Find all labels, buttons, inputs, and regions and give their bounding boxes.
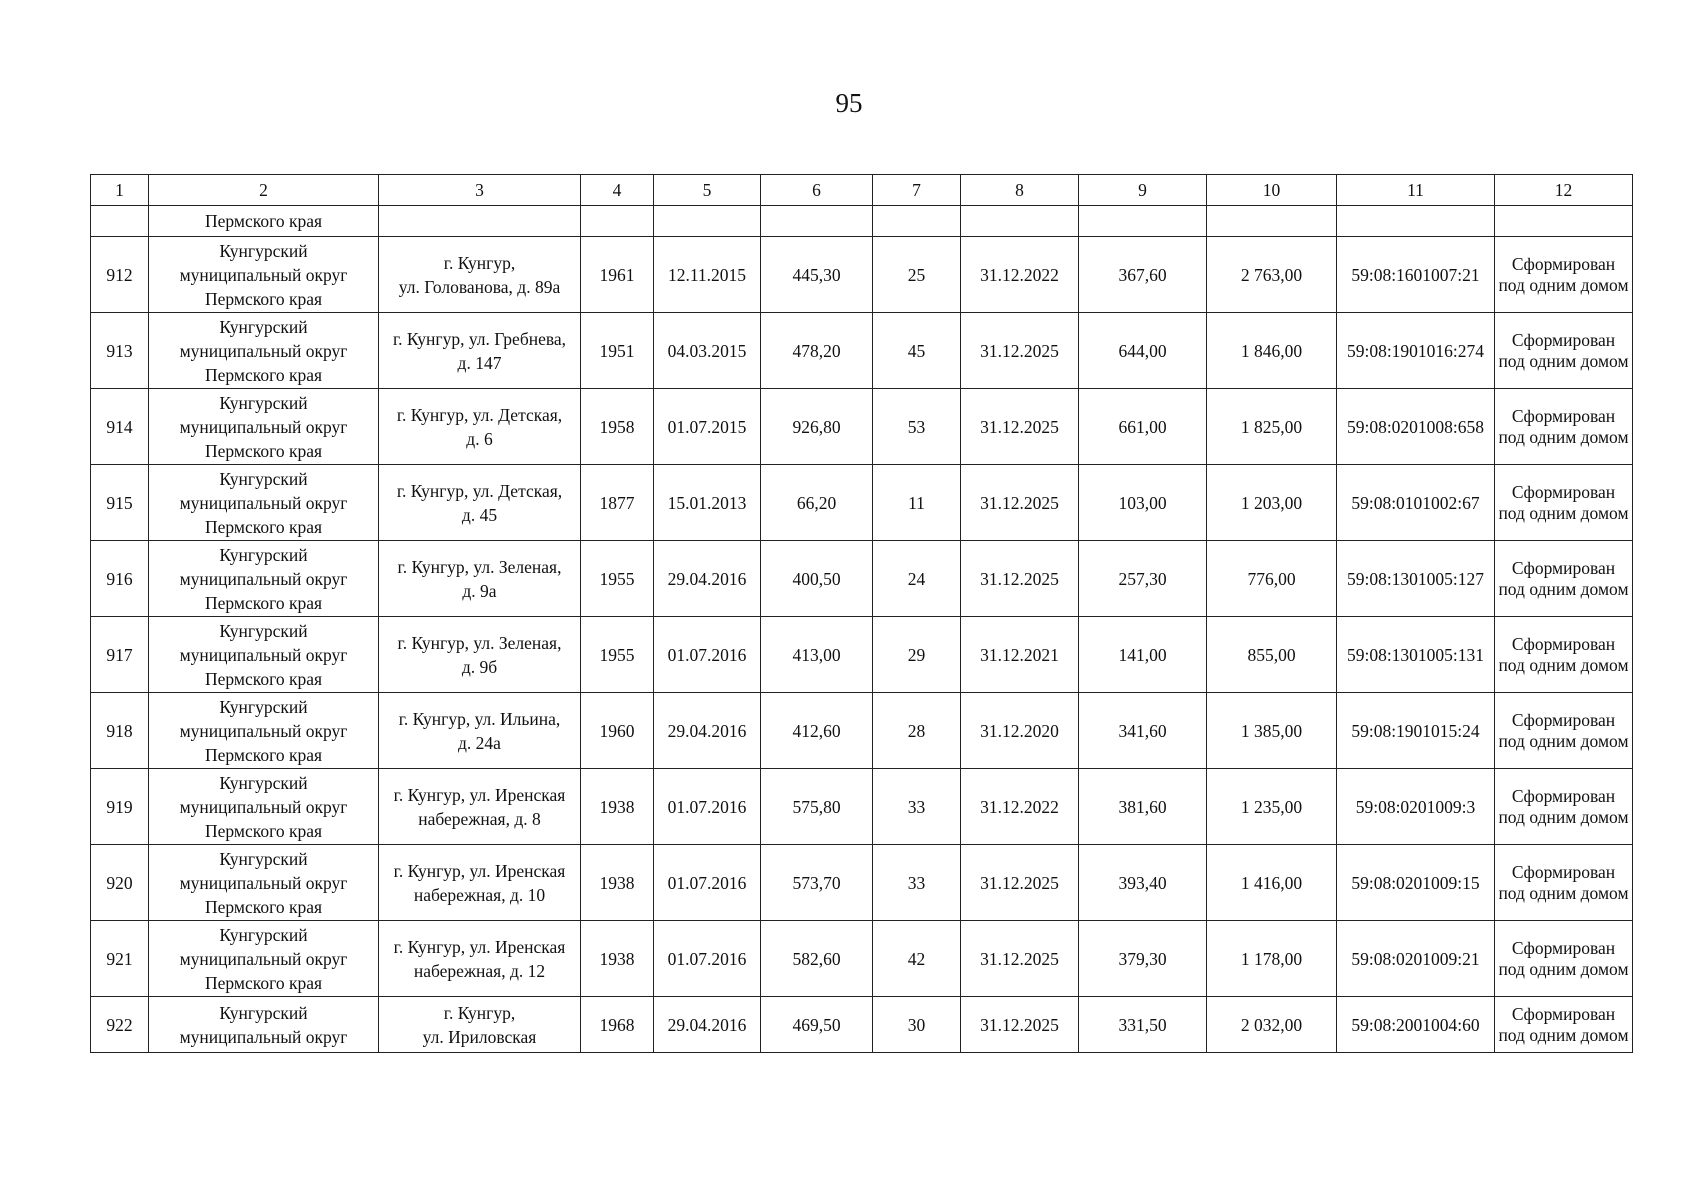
cell-empty bbox=[873, 206, 961, 237]
cell-address-line: набережная, д. 10 bbox=[413, 884, 546, 905]
cell-land-area: 1 825,00 bbox=[1207, 389, 1337, 465]
cell-land-area: 1 416,00 bbox=[1207, 845, 1337, 921]
cell-address-line: г. Кунгур, ул. Зеленая, bbox=[397, 632, 562, 653]
cell-status-line: под одним домом bbox=[1498, 426, 1629, 447]
cell-municipality-line: Пермского края bbox=[204, 744, 323, 765]
cell-area: 478,20 bbox=[761, 313, 873, 389]
cell-area: 573,70 bbox=[761, 845, 873, 921]
cell-date: 01.07.2016 bbox=[654, 845, 761, 921]
cell-address-line: д. 147 bbox=[457, 352, 502, 373]
cell-area-2: 257,30 bbox=[1079, 541, 1207, 617]
cell-municipality bbox=[149, 617, 379, 693]
table-row bbox=[91, 617, 1633, 693]
cell-area-2: 331,50 bbox=[1079, 997, 1207, 1053]
cell-address-line: набережная, д. 12 bbox=[413, 960, 546, 981]
cell-residents: 45 bbox=[873, 313, 961, 389]
cell-land-area: 2 032,00 bbox=[1207, 997, 1337, 1053]
column-number: 9 bbox=[1079, 175, 1207, 206]
cell-address-line: д. 9а bbox=[462, 580, 497, 601]
cell-status-line: Сформирован bbox=[1511, 785, 1616, 806]
cell-municipality bbox=[149, 845, 379, 921]
cell-area: 66,20 bbox=[761, 465, 873, 541]
cell-empty bbox=[1495, 206, 1633, 237]
cell-year: 1877 bbox=[581, 465, 654, 541]
cell-municipality-line: Кунгурский bbox=[219, 392, 308, 413]
cell-land-area: 1 846,00 bbox=[1207, 313, 1337, 389]
cell-cadastral-number: 59:08:2001004:60 bbox=[1337, 997, 1495, 1053]
cell-cadastral-number: 59:08:0201009:3 bbox=[1337, 769, 1495, 845]
cell-area-2: 379,30 bbox=[1079, 921, 1207, 997]
cell-municipality-line: Пермского края bbox=[204, 288, 323, 309]
cell-municipality-line: Кунгурский bbox=[219, 240, 308, 261]
cell-status-line: Сформирован bbox=[1511, 937, 1616, 958]
cell-year: 1955 bbox=[581, 617, 654, 693]
cell-address-line: д. 9б bbox=[461, 656, 498, 677]
cell-residents: 29 bbox=[873, 617, 961, 693]
table-row bbox=[91, 921, 1633, 997]
cell-row-number: 921 bbox=[91, 921, 149, 997]
cell-status bbox=[1495, 237, 1633, 313]
cell-cadastral-number: 59:08:1901016:274 bbox=[1337, 313, 1495, 389]
table-row bbox=[91, 465, 1633, 541]
cell-municipality bbox=[149, 237, 379, 313]
column-number: 5 bbox=[654, 175, 761, 206]
cell-status-line: Сформирован bbox=[1511, 557, 1616, 578]
column-number: 10 bbox=[1207, 175, 1337, 206]
cell-row-number: 922 bbox=[91, 997, 149, 1053]
cell-date: 01.07.2016 bbox=[654, 921, 761, 997]
cell-cadastral-number: 59:08:0201009:15 bbox=[1337, 845, 1495, 921]
cell-year: 1958 bbox=[581, 389, 654, 465]
cell-deadline: 31.12.2020 bbox=[961, 693, 1079, 769]
cell-deadline: 31.12.2025 bbox=[961, 465, 1079, 541]
cell-status bbox=[1495, 617, 1633, 693]
cell-area: 400,50 bbox=[761, 541, 873, 617]
column-number: 6 bbox=[761, 175, 873, 206]
cell-row-number: 917 bbox=[91, 617, 149, 693]
column-numbers-row bbox=[91, 175, 1633, 206]
cell-year: 1951 bbox=[581, 313, 654, 389]
cell-cadastral-number: 59:08:1301005:131 bbox=[1337, 617, 1495, 693]
cell-municipality-line: Кунгурский bbox=[219, 544, 308, 565]
cell-status-line: Сформирован bbox=[1511, 633, 1616, 654]
cell-address bbox=[379, 617, 581, 693]
cell-municipality-line: Пермского края bbox=[204, 592, 323, 613]
column-number: 11 bbox=[1337, 175, 1495, 206]
cell-address-line: г. Кунгур, ул. Ильина, bbox=[398, 708, 561, 729]
cell-cadastral-number: 59:08:1601007:21 bbox=[1337, 237, 1495, 313]
table-row bbox=[91, 693, 1633, 769]
cell-address-line: г. Кунгур, bbox=[443, 1002, 516, 1023]
cell-address bbox=[379, 237, 581, 313]
cell-deadline: 31.12.2022 bbox=[961, 237, 1079, 313]
cell-municipality-line: муниципальный округ bbox=[179, 796, 348, 817]
cell-address-line: д. 45 bbox=[461, 504, 498, 525]
cell-date: 01.07.2016 bbox=[654, 769, 761, 845]
cell-status-line: под одним домом bbox=[1498, 882, 1629, 903]
cell-deadline: 31.12.2025 bbox=[961, 389, 1079, 465]
cell-municipality-line: Пермского края bbox=[204, 972, 323, 993]
cell-municipality-line: муниципальный округ bbox=[179, 644, 348, 665]
cell-status bbox=[1495, 845, 1633, 921]
cell-row-number: 919 bbox=[91, 769, 149, 845]
cell-municipality-line: Кунгурский bbox=[219, 924, 308, 945]
cell-deadline: 31.12.2025 bbox=[961, 541, 1079, 617]
cell-year: 1968 bbox=[581, 997, 654, 1053]
cell-residents: 28 bbox=[873, 693, 961, 769]
cell-municipality-line: муниципальный округ bbox=[179, 492, 348, 513]
cell-land-area: 855,00 bbox=[1207, 617, 1337, 693]
cell-year: 1938 bbox=[581, 921, 654, 997]
cell-address-line: д. 6 bbox=[466, 428, 493, 449]
cell-deadline: 31.12.2025 bbox=[961, 921, 1079, 997]
cell-area-2: 393,40 bbox=[1079, 845, 1207, 921]
column-number: 12 bbox=[1495, 175, 1633, 206]
cell-status bbox=[1495, 997, 1633, 1053]
cell-status bbox=[1495, 389, 1633, 465]
cell-area: 413,00 bbox=[761, 617, 873, 693]
cell-residents: 53 bbox=[873, 389, 961, 465]
cell-land-area: 1 235,00 bbox=[1207, 769, 1337, 845]
table-row bbox=[91, 845, 1633, 921]
cell-empty bbox=[91, 206, 149, 237]
table-body bbox=[91, 175, 1633, 1053]
table-row bbox=[91, 997, 1633, 1053]
cell-address-line: г. Кунгур, ул. Детская, bbox=[396, 480, 563, 501]
cell-address-line: г. Кунгур, bbox=[443, 252, 516, 273]
column-number: 8 bbox=[961, 175, 1079, 206]
cell-address-line: г. Кунгур, ул. Детская, bbox=[396, 404, 563, 425]
cell-land-area: 1 385,00 bbox=[1207, 693, 1337, 769]
cell-row-number: 913 bbox=[91, 313, 149, 389]
cell-municipality-line: Пермского края bbox=[204, 820, 323, 841]
cell-empty bbox=[1207, 206, 1337, 237]
cell-municipality bbox=[149, 769, 379, 845]
cell-area-2: 341,60 bbox=[1079, 693, 1207, 769]
cell-address bbox=[379, 845, 581, 921]
cell-municipality bbox=[149, 465, 379, 541]
cell-status bbox=[1495, 313, 1633, 389]
cell-address-line: ул. Голованова, д. 89а bbox=[398, 276, 561, 297]
cell-address bbox=[379, 389, 581, 465]
cell-row-number: 916 bbox=[91, 541, 149, 617]
cell-status-line: Сформирован bbox=[1511, 329, 1616, 350]
cell-residents: 24 bbox=[873, 541, 961, 617]
cell-residents: 25 bbox=[873, 237, 961, 313]
cell-date: 04.03.2015 bbox=[654, 313, 761, 389]
cell-municipality-line: муниципальный округ bbox=[179, 568, 348, 589]
cell-status-line: под одним домом bbox=[1498, 730, 1629, 751]
cell-address bbox=[379, 769, 581, 845]
continuation-row bbox=[91, 206, 1633, 237]
cell-address bbox=[379, 313, 581, 389]
cell-status bbox=[1495, 541, 1633, 617]
cell-municipality-line: муниципальный округ bbox=[179, 1026, 348, 1047]
cell-row-number: 912 bbox=[91, 237, 149, 313]
cell-address bbox=[379, 465, 581, 541]
cell-deadline: 31.12.2022 bbox=[961, 769, 1079, 845]
cell-land-area: 1 203,00 bbox=[1207, 465, 1337, 541]
cell-deadline: 31.12.2025 bbox=[961, 313, 1079, 389]
cell-area-2: 103,00 bbox=[1079, 465, 1207, 541]
cell-address-line: г. Кунгур, ул. Иренская bbox=[393, 860, 566, 881]
cell-municipality-line: Кунгурский bbox=[219, 316, 308, 337]
cell-municipality-line: Кунгурский bbox=[219, 696, 308, 717]
cell-row-number: 915 bbox=[91, 465, 149, 541]
cell-address bbox=[379, 921, 581, 997]
cell-cadastral-number: 59:08:1901015:24 bbox=[1337, 693, 1495, 769]
cell-municipality-line: муниципальный округ bbox=[179, 720, 348, 741]
cell-residents: 30 bbox=[873, 997, 961, 1053]
column-number: 4 bbox=[581, 175, 654, 206]
cell-deadline: 31.12.2025 bbox=[961, 845, 1079, 921]
cell-status-line: под одним домом bbox=[1498, 1024, 1629, 1045]
cell-municipality-continued: Пермского края bbox=[149, 206, 379, 237]
cell-municipality bbox=[149, 921, 379, 997]
cell-cadastral-number: 59:08:0101002:67 bbox=[1337, 465, 1495, 541]
cell-area-2: 381,60 bbox=[1079, 769, 1207, 845]
cell-status-line: под одним домом bbox=[1498, 274, 1629, 295]
cell-date: 01.07.2015 bbox=[654, 389, 761, 465]
cell-municipality-line: Пермского края bbox=[204, 516, 323, 537]
table-row bbox=[91, 389, 1633, 465]
cell-empty bbox=[1337, 206, 1495, 237]
cell-status-line: под одним домом bbox=[1498, 502, 1629, 523]
cell-date: 29.04.2016 bbox=[654, 693, 761, 769]
cell-municipality-line: муниципальный округ bbox=[179, 872, 348, 893]
cell-status bbox=[1495, 921, 1633, 997]
cell-municipality bbox=[149, 693, 379, 769]
cell-residents: 33 bbox=[873, 769, 961, 845]
cell-date: 29.04.2016 bbox=[654, 541, 761, 617]
cell-year: 1955 bbox=[581, 541, 654, 617]
cell-municipality-line: Кунгурский bbox=[219, 848, 308, 869]
cell-status-line: Сформирован bbox=[1511, 709, 1616, 730]
cell-cadastral-number: 59:08:0201009:21 bbox=[1337, 921, 1495, 997]
column-number: 2 bbox=[149, 175, 379, 206]
cell-empty bbox=[1079, 206, 1207, 237]
table-row bbox=[91, 313, 1633, 389]
cell-land-area: 776,00 bbox=[1207, 541, 1337, 617]
cell-year: 1960 bbox=[581, 693, 654, 769]
cell-area-2: 367,60 bbox=[1079, 237, 1207, 313]
cell-status-line: под одним домом bbox=[1498, 654, 1629, 675]
cell-area: 469,50 bbox=[761, 997, 873, 1053]
cell-municipality bbox=[149, 997, 379, 1053]
table-row bbox=[91, 769, 1633, 845]
cell-row-number: 920 bbox=[91, 845, 149, 921]
cell-area-2: 644,00 bbox=[1079, 313, 1207, 389]
cell-area: 575,80 bbox=[761, 769, 873, 845]
cell-residents: 11 bbox=[873, 465, 961, 541]
cell-area-2: 661,00 bbox=[1079, 389, 1207, 465]
cell-municipality bbox=[149, 541, 379, 617]
cell-year: 1938 bbox=[581, 769, 654, 845]
cell-residents: 42 bbox=[873, 921, 961, 997]
cell-status-line: Сформирован bbox=[1511, 405, 1616, 426]
cell-status-line: под одним домом bbox=[1498, 350, 1629, 371]
cell-address-line: г. Кунгур, ул. Иренская bbox=[393, 936, 566, 957]
cell-status-line: под одним домом bbox=[1498, 958, 1629, 979]
cell-status bbox=[1495, 769, 1633, 845]
cell-address-line: г. Кунгур, ул. Гребнева, bbox=[392, 328, 567, 349]
cell-municipality-line: Пермского края bbox=[204, 896, 323, 917]
cell-date: 15.01.2013 bbox=[654, 465, 761, 541]
cell-empty bbox=[581, 206, 654, 237]
cell-date: 12.11.2015 bbox=[654, 237, 761, 313]
cell-municipality-line: Пермского края bbox=[204, 364, 323, 385]
cell-address-line: ул. Ириловская bbox=[422, 1026, 537, 1047]
cell-status bbox=[1495, 693, 1633, 769]
cell-address bbox=[379, 997, 581, 1053]
cell-deadline: 31.12.2021 bbox=[961, 617, 1079, 693]
cell-cadastral-number: 59:08:1301005:127 bbox=[1337, 541, 1495, 617]
cell-area: 412,60 bbox=[761, 693, 873, 769]
cell-empty bbox=[761, 206, 873, 237]
cell-municipality-line: муниципальный округ bbox=[179, 948, 348, 969]
cell-municipality-line: Кунгурский bbox=[219, 772, 308, 793]
cell-status-line: Сформирован bbox=[1511, 253, 1616, 274]
cell-address-line: г. Кунгур, ул. Иренская bbox=[393, 784, 566, 805]
cell-empty bbox=[654, 206, 761, 237]
cell-area: 926,80 bbox=[761, 389, 873, 465]
page-number: 95 bbox=[835, 88, 863, 118]
cell-date: 01.07.2016 bbox=[654, 617, 761, 693]
cell-municipality-line: муниципальный округ bbox=[179, 416, 348, 437]
cell-municipality-line: Кунгурский bbox=[219, 1002, 308, 1023]
cell-empty bbox=[379, 206, 581, 237]
cell-year: 1961 bbox=[581, 237, 654, 313]
cell-address bbox=[379, 693, 581, 769]
cell-land-area: 1 178,00 bbox=[1207, 921, 1337, 997]
cell-municipality bbox=[149, 313, 379, 389]
table-row bbox=[91, 237, 1633, 313]
cell-row-number: 914 bbox=[91, 389, 149, 465]
housing-table bbox=[90, 174, 1633, 1053]
cell-status-line: под одним домом bbox=[1498, 578, 1629, 599]
cell-status-line: Сформирован bbox=[1511, 861, 1616, 882]
column-number: 7 bbox=[873, 175, 961, 206]
cell-area: 445,30 bbox=[761, 237, 873, 313]
cell-land-area: 2 763,00 bbox=[1207, 237, 1337, 313]
cell-municipality-line: муниципальный округ bbox=[179, 264, 348, 285]
cell-municipality-line: Пермского края bbox=[204, 440, 323, 461]
cell-address-line: г. Кунгур, ул. Зеленая, bbox=[397, 556, 562, 577]
cell-date: 29.04.2016 bbox=[654, 997, 761, 1053]
cell-address-line: д. 24а bbox=[458, 732, 501, 753]
cell-status-line: под одним домом bbox=[1498, 806, 1629, 827]
cell-deadline: 31.12.2025 bbox=[961, 997, 1079, 1053]
cell-status-line: Сформирован bbox=[1511, 481, 1616, 502]
cell-address bbox=[379, 541, 581, 617]
cell-municipality bbox=[149, 389, 379, 465]
cell-status-line: Сформирован bbox=[1511, 1003, 1616, 1024]
cell-residents: 33 bbox=[873, 845, 961, 921]
cell-year: 1938 bbox=[581, 845, 654, 921]
cell-area: 582,60 bbox=[761, 921, 873, 997]
cell-municipality-line: Пермского края bbox=[204, 668, 323, 689]
cell-address-line: набережная, д. 8 bbox=[418, 808, 541, 829]
column-number: 1 bbox=[91, 175, 149, 206]
cell-municipality-line: муниципальный округ bbox=[179, 340, 348, 361]
column-number: 3 bbox=[379, 175, 581, 206]
cell-municipality-line: Кунгурский bbox=[219, 468, 308, 489]
cell-cadastral-number: 59:08:0201008:658 bbox=[1337, 389, 1495, 465]
cell-municipality-line: Кунгурский bbox=[219, 620, 308, 641]
cell-area-2: 141,00 bbox=[1079, 617, 1207, 693]
table-row bbox=[91, 541, 1633, 617]
cell-status bbox=[1495, 465, 1633, 541]
cell-row-number: 918 bbox=[91, 693, 149, 769]
cell-empty bbox=[961, 206, 1079, 237]
